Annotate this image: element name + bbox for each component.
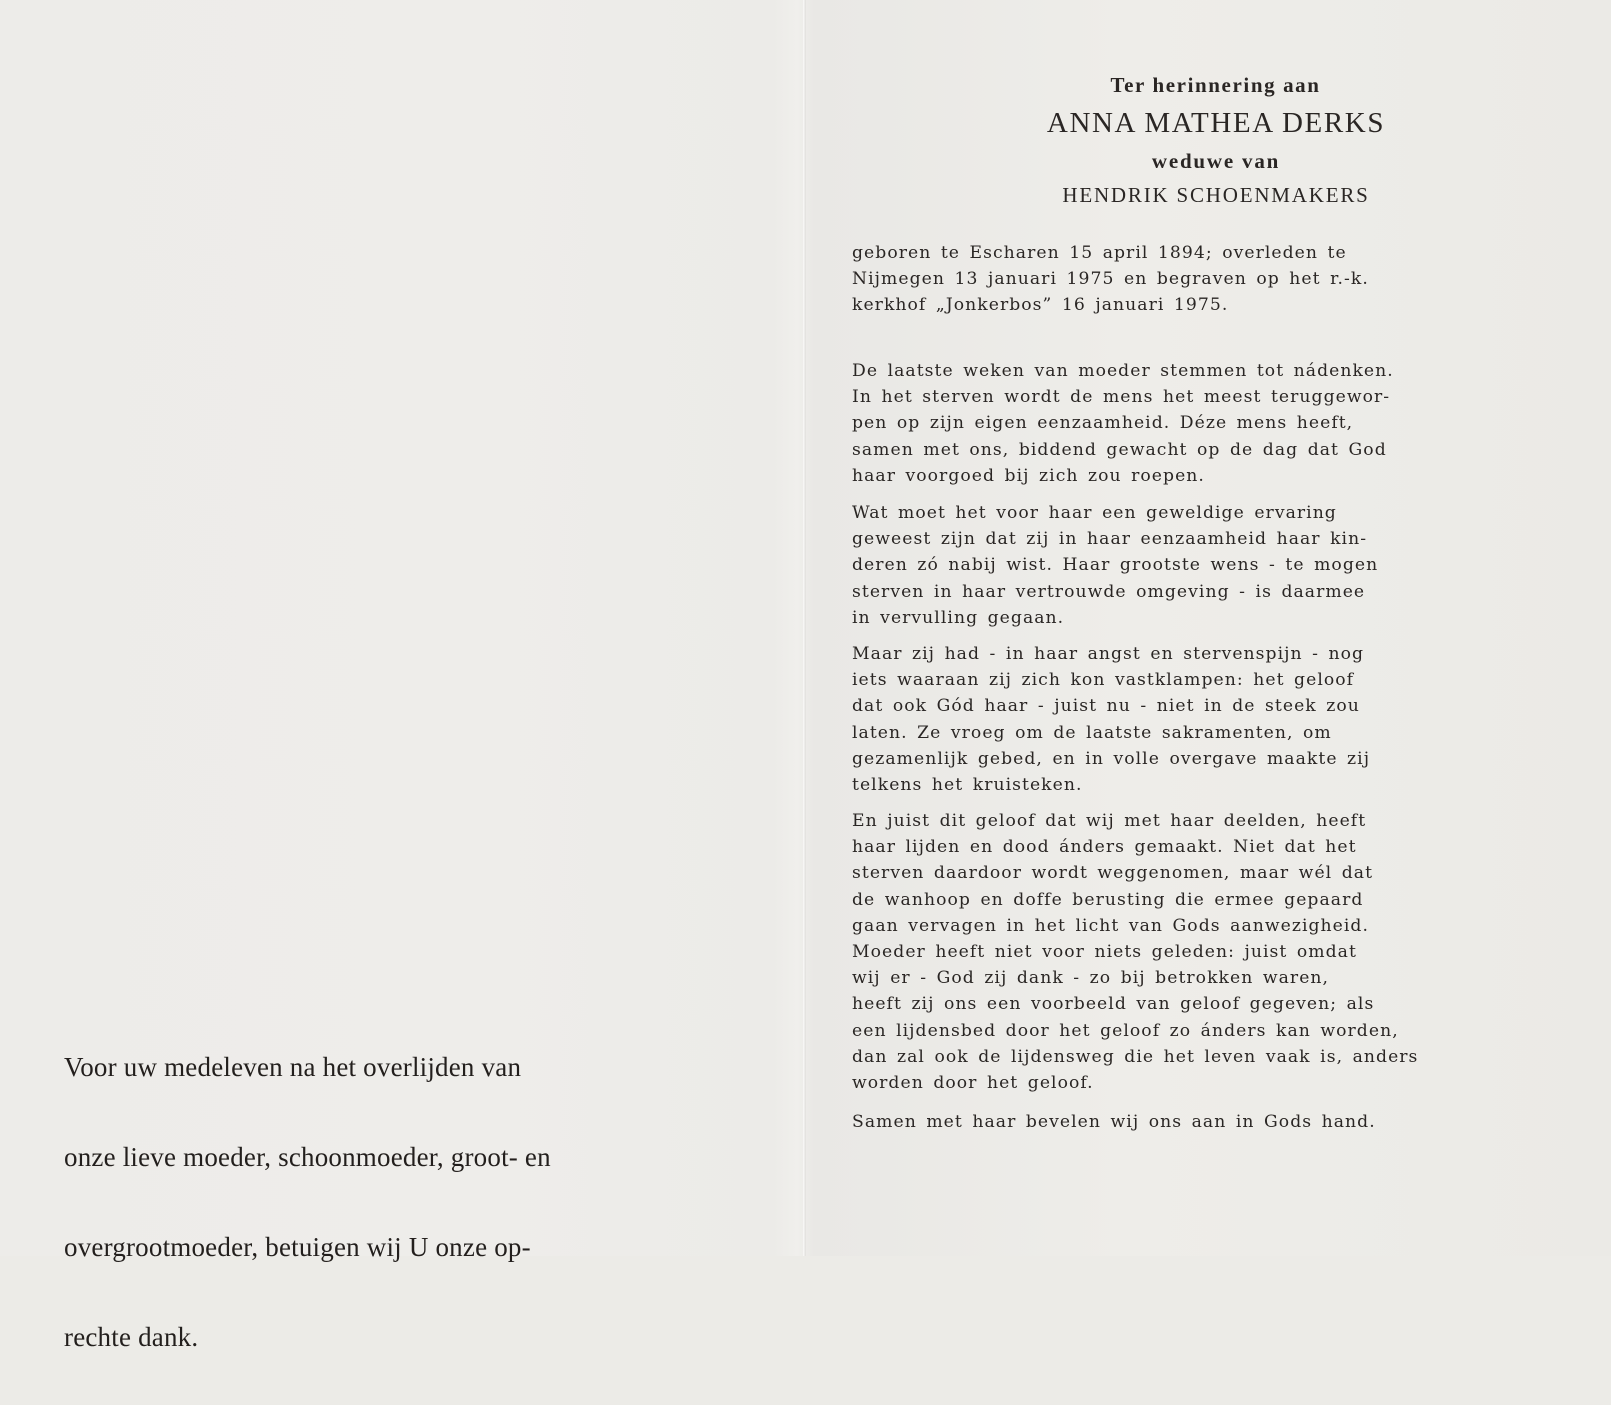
text-line: gaan vervagen in het licht van Gods aanwezigheid. bbox=[852, 915, 1369, 936]
thanks-line: overgrootmoeder, betuigen wij U onze op- bbox=[64, 1232, 531, 1262]
thanks-line: rechte dank. bbox=[64, 1322, 199, 1352]
text-line: Maar zij had - in haar angst en stervenspijn - nog bbox=[852, 644, 1365, 664]
text-line: worden door het geloof. bbox=[852, 1073, 1094, 1094]
right-panel bbox=[806, 0, 1611, 1256]
thanks-line: onze lieve moeder, schoonmoeder, groot- en bbox=[64, 1142, 551, 1172]
deceased-name: ANNA MATHEA DERKS bbox=[1046, 107, 1386, 139]
text-line: dat ook Gód haar - juist nu - niet in de steek zou bbox=[852, 696, 1360, 717]
text-line: laten. Ze vroeg om de laatste sakramenten, om bbox=[852, 722, 1332, 743]
left-panel bbox=[0, 0, 803, 1352]
text-line: kerkhof „Jonkerbos” 16 januari 1975. bbox=[852, 295, 1229, 316]
text-line: een lijdensbed door het geloof zo ánders kan worden, bbox=[852, 1020, 1399, 1041]
text-line: dan zal ook de lijdensweg die het leven vaak is, anders bbox=[852, 1046, 1419, 1067]
text-line: deren zó nabij wist. Haar grootste wens - te mogen bbox=[852, 555, 1379, 576]
widow-of-text: weduwe van bbox=[1151, 149, 1281, 173]
text-line: De laatste weken van moeder stemmen tot nádenken. bbox=[852, 361, 1394, 381]
paragraph-3 bbox=[852, 641, 1512, 798]
text-line: Samen met haar bevelen wij ons aan in Gods hand. bbox=[852, 1112, 1376, 1132]
text-line: En juist dit geloof dat wij met haar deelden, heeft bbox=[852, 811, 1367, 831]
memorial-header bbox=[806, 70, 1611, 212]
text-line: geweest zijn dat zij in haar eenzaamheid haar kin- bbox=[852, 529, 1368, 550]
text-line: geboren te Escharen 15 april 1894; overleden te bbox=[852, 243, 1347, 263]
text-line: de wanhoop en doffe berusting die ermee gepaard bbox=[852, 889, 1364, 910]
husband-name: HENDRIK SCHOENMAKERS bbox=[1062, 183, 1370, 207]
text-line: heeft zij ons een voorbeeld van geloof gegeven; als bbox=[852, 994, 1375, 1015]
closing-line bbox=[852, 1109, 1512, 1135]
text-line: pen op zijn eigen eenzaamheid. Déze mens heeft, bbox=[852, 413, 1354, 434]
text-line: wij er - God zij dank - zo bij betrokken waren, bbox=[852, 968, 1330, 989]
birth-death-info bbox=[852, 240, 1512, 319]
text-line: sterven in haar vertrouwde omgeving - is daarmee bbox=[852, 581, 1366, 602]
thanks-line: Voor uw medeleven na het overlijden van bbox=[64, 1052, 522, 1082]
paragraph-2 bbox=[852, 500, 1512, 631]
thanks-message bbox=[64, 1000, 744, 1405]
text-line: In het sterven wordt de mens het meest teruggewor- bbox=[852, 387, 1391, 408]
text-line: sterven daardoor wordt weggenomen, maar wél dat bbox=[852, 863, 1374, 884]
text-line: iets waaraan zij zich kon vastklampen: het geloof bbox=[852, 670, 1355, 691]
paragraph-1 bbox=[852, 358, 1512, 489]
text-line: Wat moet het voor haar een geweldige ervaring bbox=[852, 503, 1337, 523]
paragraph-4 bbox=[852, 808, 1512, 1096]
text-line: samen met ons, biddend gewacht op de dag dat God bbox=[852, 439, 1387, 460]
text-line: haar voorgoed bij zich zou roepen. bbox=[852, 465, 1205, 486]
text-line: telkens het kruisteken. bbox=[852, 775, 1083, 796]
text-line: haar lijden en dood ánders gemaakt. Niet dat het bbox=[852, 837, 1357, 858]
text-line: in vervulling gegaan. bbox=[852, 607, 1065, 628]
text-line: Nijmegen 13 januari 1975 en begraven op het r.-k. bbox=[852, 269, 1369, 290]
intro-text: Ter herinnering aan bbox=[1110, 73, 1321, 97]
text-line: Moeder heeft niet voor niets geleden: juist omdat bbox=[852, 942, 1357, 963]
text-line: gezamenlijk gebed, en in volle overgave maakte zij bbox=[852, 748, 1371, 769]
